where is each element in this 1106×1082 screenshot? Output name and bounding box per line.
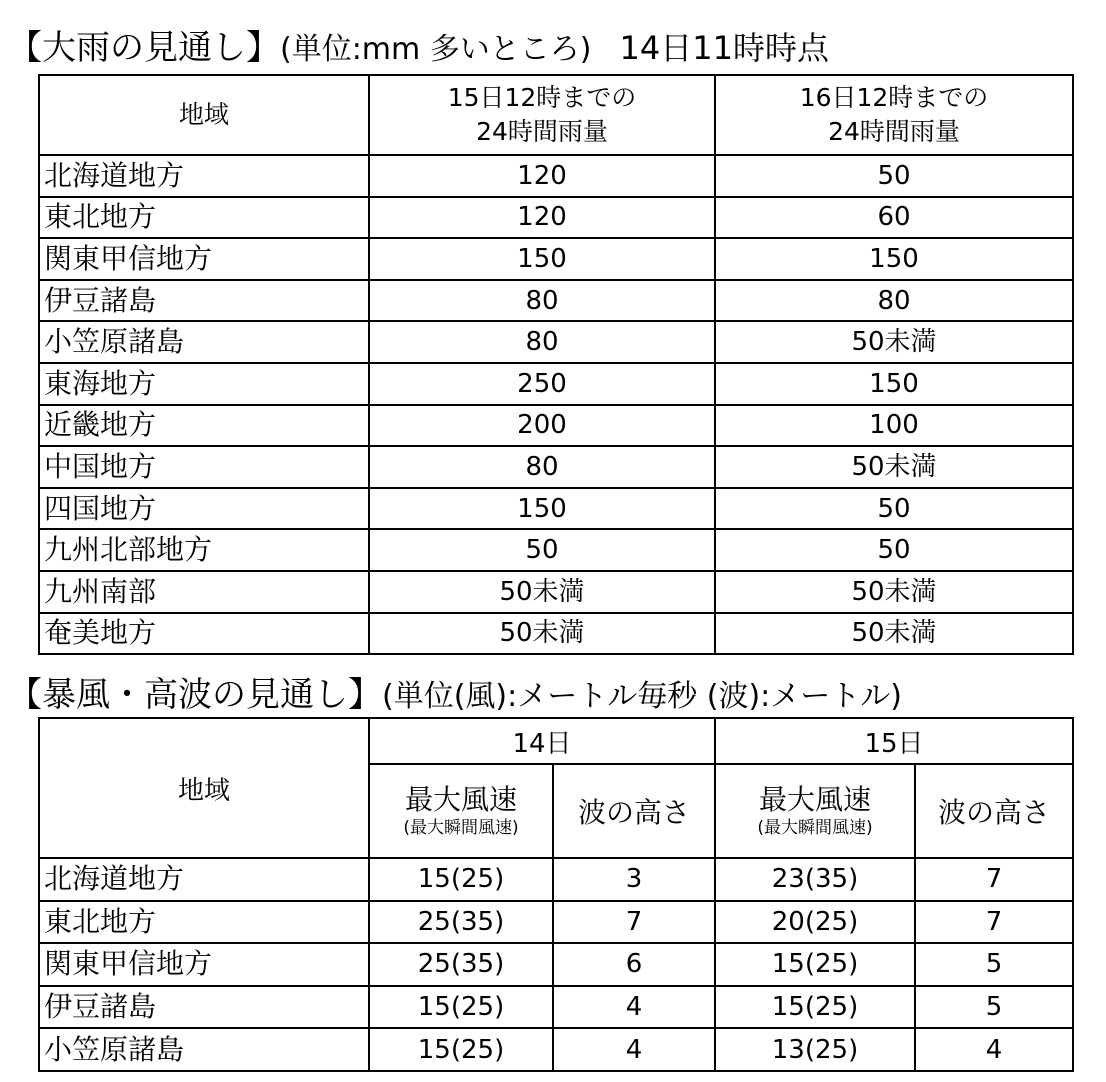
wind-header-region: 地域 xyxy=(39,718,369,858)
rain-heading xyxy=(8,28,829,70)
rain-day15-cell: 50未満 xyxy=(369,571,715,613)
table-row xyxy=(39,488,1073,530)
rain-day16-cell: 60 xyxy=(715,197,1073,239)
table-row xyxy=(39,155,1073,197)
table-row xyxy=(39,238,1073,280)
rain-day16-cell: 50 xyxy=(715,488,1073,530)
rain-header-day15-line1: 15日12時までの xyxy=(447,83,637,112)
rain-day15-cell: 120 xyxy=(369,197,715,239)
rain-day16-cell: 50 xyxy=(715,529,1073,571)
table-row xyxy=(39,321,1073,363)
wave-day15-cell: 7 xyxy=(915,858,1073,901)
table-row xyxy=(39,571,1073,613)
rain-header-day16-line2: 24時間雨量 xyxy=(828,117,960,146)
table-row xyxy=(39,446,1073,488)
table-row xyxy=(39,197,1073,239)
region-cell: 関東甲信地方 xyxy=(39,943,369,986)
wind-header-day15: 15日 xyxy=(715,718,1073,764)
rain-day15-cell: 200 xyxy=(369,405,715,447)
wind-day14-cell: 15(25) xyxy=(369,1028,553,1071)
region-cell: 関東甲信地方 xyxy=(39,238,369,280)
wave-day14-cell: 3 xyxy=(553,858,715,901)
rain-day16-cell: 50 xyxy=(715,155,1073,197)
region-cell: 四国地方 xyxy=(39,488,369,530)
rain-header-region: 地域 xyxy=(39,75,369,155)
wave-day14-cell: 4 xyxy=(553,986,715,1029)
region-cell: 伊豆諸島 xyxy=(39,280,369,322)
wave-day15-cell: 5 xyxy=(915,943,1073,986)
rain-day16-cell: 50未満 xyxy=(715,446,1073,488)
wave-day15-cell: 5 xyxy=(915,986,1073,1029)
region-cell: 北海道地方 xyxy=(39,155,369,197)
region-cell: 小笠原諸島 xyxy=(39,321,369,363)
wind-header-wave-14: 波の高さ xyxy=(553,764,715,858)
table-row xyxy=(39,363,1073,405)
wave-day14-cell: 4 xyxy=(553,1028,715,1071)
region-cell: 九州北部地方 xyxy=(39,529,369,571)
region-cell: 小笠原諸島 xyxy=(39,1028,369,1071)
region-cell: 伊豆諸島 xyxy=(39,986,369,1029)
table-row xyxy=(39,405,1073,447)
rain-day16-cell: 150 xyxy=(715,238,1073,280)
table-row xyxy=(39,529,1073,571)
rain-header-row xyxy=(39,75,1073,155)
wind-header-day14: 14日 xyxy=(369,718,715,764)
wind-day15-cell: 15(25) xyxy=(715,943,915,986)
region-cell: 東北地方 xyxy=(39,197,369,239)
rain-day16-cell: 150 xyxy=(715,363,1073,405)
rain-day15-cell: 80 xyxy=(369,321,715,363)
rain-title: 【大雨の見通し】 xyxy=(8,28,280,68)
table-row xyxy=(39,1028,1073,1071)
wind-day-row xyxy=(39,718,1073,764)
wind-title: 【暴風・高波の見通し】 xyxy=(8,675,382,715)
region-cell: 九州南部 xyxy=(39,571,369,613)
rain-day15-cell: 50未満 xyxy=(369,613,715,655)
region-cell: 中国地方 xyxy=(39,446,369,488)
wind-header-max-wind-14 xyxy=(369,764,553,858)
max-gust-label: (最大瞬間風速) xyxy=(757,818,873,838)
wind-table xyxy=(38,717,1074,1072)
wave-day14-cell: 7 xyxy=(553,901,715,944)
rain-day15-cell: 50 xyxy=(369,529,715,571)
rain-day16-cell: 50未満 xyxy=(715,571,1073,613)
rain-timestamp: 14日11時時点 xyxy=(619,29,829,67)
rain-unit: (単位:mm 多いところ) xyxy=(280,32,592,67)
rain-day15-cell: 250 xyxy=(369,363,715,405)
wind-header-wave-15: 波の高さ xyxy=(915,764,1073,858)
max-wind-label: 最大風速 xyxy=(758,783,871,816)
table-row xyxy=(39,986,1073,1029)
rain-day15-cell: 150 xyxy=(369,488,715,530)
wave-day14-cell: 6 xyxy=(553,943,715,986)
rain-day15-cell: 120 xyxy=(369,155,715,197)
wind-day14-cell: 25(35) xyxy=(369,901,553,944)
wave-day15-cell: 7 xyxy=(915,901,1073,944)
wind-day15-cell: 23(35) xyxy=(715,858,915,901)
rain-day16-cell: 80 xyxy=(715,280,1073,322)
table-row xyxy=(39,858,1073,901)
rain-day16-cell: 50未満 xyxy=(715,321,1073,363)
wave-day15-cell: 4 xyxy=(915,1028,1073,1071)
wind-day15-cell: 15(25) xyxy=(715,986,915,1029)
wind-day15-cell: 20(25) xyxy=(715,901,915,944)
region-cell: 近畿地方 xyxy=(39,405,369,447)
wind-heading xyxy=(8,675,902,717)
rain-day16-cell: 100 xyxy=(715,405,1073,447)
rain-day16-cell: 50未満 xyxy=(715,613,1073,655)
table-row xyxy=(39,280,1073,322)
table-row xyxy=(39,901,1073,944)
table-row xyxy=(39,613,1073,655)
wind-day14-cell: 15(25) xyxy=(369,986,553,1029)
rain-header-day16 xyxy=(715,75,1073,155)
rain-table xyxy=(38,74,1074,655)
rain-day15-cell: 150 xyxy=(369,238,715,280)
rain-header-day15 xyxy=(369,75,715,155)
wind-day15-cell: 13(25) xyxy=(715,1028,915,1071)
max-gust-label: (最大瞬間風速) xyxy=(403,818,519,838)
rain-header-day16-line1: 16日12時までの xyxy=(799,83,989,112)
table-row xyxy=(39,943,1073,986)
region-cell: 北海道地方 xyxy=(39,858,369,901)
rain-day15-cell: 80 xyxy=(369,280,715,322)
wind-day14-cell: 25(35) xyxy=(369,943,553,986)
max-wind-label: 最大風速 xyxy=(404,783,517,816)
region-cell: 奄美地方 xyxy=(39,613,369,655)
wind-unit: (単位(風):メートル毎秒 (波):メートル) xyxy=(382,679,902,714)
rain-header-day15-line2: 24時間雨量 xyxy=(476,117,608,146)
rain-day15-cell: 80 xyxy=(369,446,715,488)
region-cell: 東海地方 xyxy=(39,363,369,405)
wind-header-max-wind-15 xyxy=(715,764,915,858)
wind-day14-cell: 15(25) xyxy=(369,858,553,901)
region-cell: 東北地方 xyxy=(39,901,369,944)
